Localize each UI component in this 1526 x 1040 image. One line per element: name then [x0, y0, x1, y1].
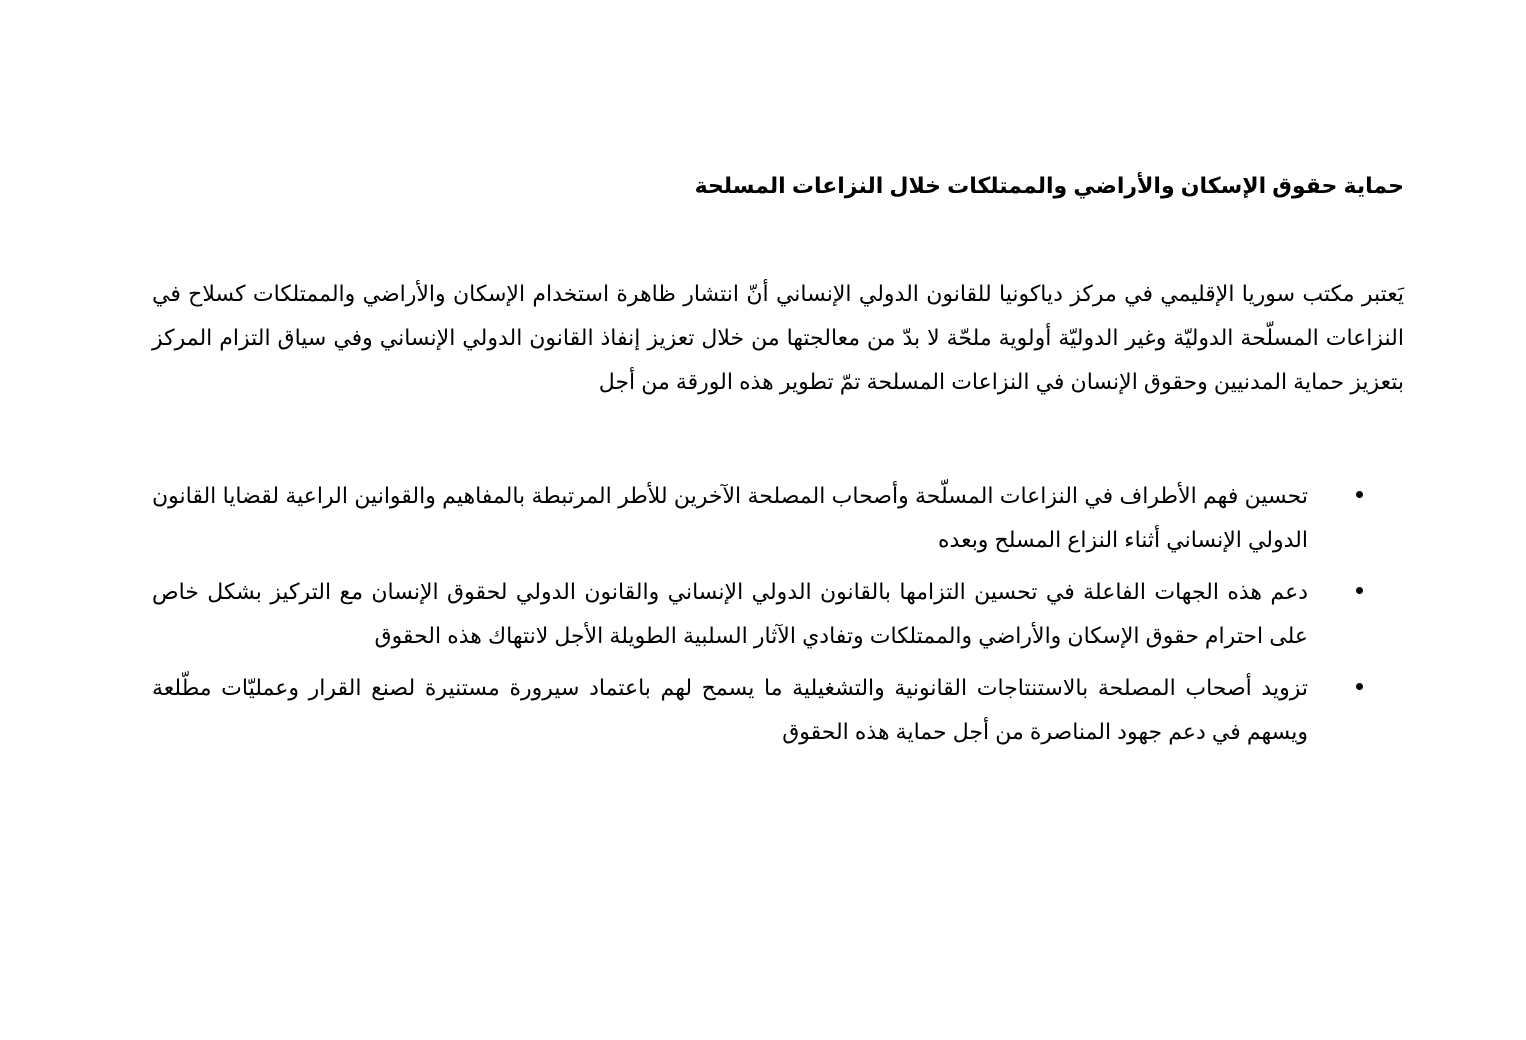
intro-paragraph: يَعتبر مكتب سوريا الإقليمي في مركز دياكونيا للقانون الدولي الإنساني أنّ انتشار ظاهرة استخدام الإسكان والأراضي والممتلكات كسلاح في النزاعات المسلّحة الدوليّة وغير الدوليّة أولوية ملحّة لا بدّ من معالجتها من خلال تعزيز إنفاذ القانون الدولي الإنساني وفي سياق التزام المركز بتعزيز حماية المدنيين وحقوق الإنسان في النزاعات المسلحة تمّ تطوير هذه الورقة من أجل — [152, 281, 1404, 395]
list-item-text: تزويد أصحاب المصلحة بالاستنتاجات القانونية والتشغيلية ما يسمح لهم باعتماد سيرورة مستنيرة لصنع القرار وعمليّات مطّلعة ويسهم في دعم جهود المناصرة من أجل حماية هذه الحقوق — [152, 675, 1308, 745]
list-item — [152, 666, 1308, 754]
bullet-icon — [1356, 587, 1363, 594]
document-title: حماية حقوق الإسكان والأراضي والممتلكات خلال النزاعات المسلحة — [694, 173, 1404, 198]
list-item-text: تحسين فهم الأطراف في النزاعات المسلّحة وأصحاب المصلحة الآخرين للأطر المرتبطة بالمفاهيم والقوانين الراعية لقضايا القانون الدولي الإنساني أثناء النزاع المسلح وبعده — [152, 483, 1308, 553]
list-item — [152, 474, 1308, 562]
goals-list — [152, 474, 1404, 754]
list-item — [152, 570, 1308, 658]
list-item-text: دعم هذه الجهات الفاعلة في تحسين التزامها بالقانون الدولي الإنساني والقانون الدولي لحقوق الإنسان مع التركيز بشكل خاص على احترام حقوق الإسكان والأراضي والممتلكات وتفادي الآثار السلبية الطويلة الأجل لانتهاك هذه الحقوق — [152, 579, 1308, 649]
bullet-icon — [1356, 491, 1363, 498]
bullet-icon — [1356, 683, 1363, 690]
document-content — [152, 168, 1404, 762]
